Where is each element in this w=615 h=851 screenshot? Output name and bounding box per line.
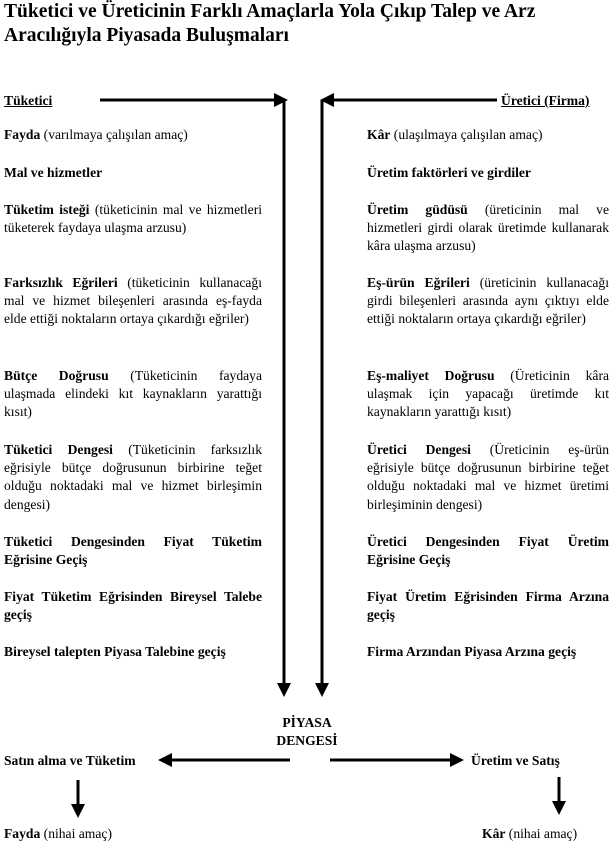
- consumer-vertical-arrowhead: [277, 683, 291, 697]
- consumer-item-desc: (tüketicinin mal ve hizmetleri tüketerek faydaya ulaşma arzusu): [4, 202, 262, 236]
- consumer-to-market-arrowhead-right: [274, 93, 288, 107]
- market-equilibrium-line2: DENGESİ: [276, 733, 338, 749]
- producer-vertical-arrowhead: [315, 683, 329, 697]
- consumer-goal-desc: (nihai amaç): [40, 826, 112, 841]
- consumer-header-label: Tüketici: [4, 93, 53, 108]
- consumer-item-term: Tüketici Dengesi: [4, 442, 113, 457]
- producer-item-desc: (Üreticinin eş-ürün eğrisiyle bütçe doğrusunun birbirine teğet olduğu noktadaki mal ve hizmet üretimi birleşiminin dengesi): [367, 442, 609, 512]
- consumer-item-term: Mal ve hizmetler: [4, 165, 103, 180]
- producer-item-desc: (ulaşılmaya çalışılan amaç): [390, 127, 543, 142]
- producer-item-term: Üretici Dengesi: [367, 442, 471, 457]
- producer-item-desc: (üreticinin kullanacağı girdi bileşenleri arasında aynı çıktıyı elde ettiği noktaların ortaya çıkardığı eğriler): [367, 275, 609, 327]
- producer-item-term: Eş-maliyet Doğrusu: [367, 368, 495, 383]
- producer-action: Üretim ve Satış: [471, 753, 560, 768]
- consumer-goal-term: Fayda: [4, 826, 41, 841]
- consumer-item-desc: (Tüketicinin faydaya ulaşmada elindeki kıt kaynakların yarattığı kısıt): [4, 368, 262, 420]
- market-to-producer-arrowhead: [450, 753, 464, 767]
- producer-goal-term: Kâr: [482, 826, 506, 841]
- producer-item-term: Üretici Dengesinden Fiyat Üretim Eğrisine Geçiş: [367, 534, 609, 568]
- producer-item-term: Eş-ürün Eğrileri: [367, 275, 470, 290]
- producer-item-desc: (üreticinin mal ve hizmetleri girdi olarak üretimde kullanarak kâra ulaşma arzusu): [367, 202, 609, 254]
- producer-goal-arrowhead: [552, 801, 566, 815]
- consumer-item-desc: (Tüketicinin farksızlık eğrisiyle bütçe doğrusunun birbirine teğet olduğu noktadaki mal ve hizmet birleşimin dengesi): [4, 442, 262, 512]
- consumer-item-term: Bireysel talepten Piyasa Talebine geçiş: [4, 644, 226, 659]
- producer-item-term: Kâr: [367, 127, 391, 142]
- diagram-title: Tüketici ve Üreticinin Farklı Amaçlarla Yola Çıkıp Talep ve Arz Aracılığıyla Piyasada Buluşmaları: [4, 1, 536, 46]
- consumer-goal-arrowhead: [71, 804, 85, 818]
- consumer-item-term: Bütçe Doğrusu: [4, 368, 109, 383]
- consumer-item-desc: (tüketicinin kullanacağı mal ve hizmet bileşenleri arasında eş-fayda elde ettiği noktaların ortaya çıkardığı eğriler): [4, 275, 262, 327]
- consumer-item-term: Fiyat Tüketim Eğrisinden Bireysel Talebe geçiş: [4, 589, 262, 623]
- consumer-action: Satın alma ve Tüketim: [4, 753, 136, 768]
- consumer-item-term: Tüketici Dengesinden Fiyat Tüketim Eğrisine Geçiş: [4, 534, 262, 568]
- producer-item-term: Fiyat Üretim Eğrisinden Firma Arzına geçiş: [367, 589, 609, 623]
- producer-header-label: Üretici (Firma): [501, 93, 590, 108]
- consumer-item-term: Fayda: [4, 127, 41, 142]
- producer-item-term: Firma Arzından Piyasa Arzına geçiş: [367, 644, 577, 659]
- consumer-item-desc: (varılmaya çalışılan amaç): [40, 127, 188, 142]
- producer-item-term: Üretim faktörleri ve girdiler: [367, 165, 531, 180]
- producer-goal-desc: (nihai amaç): [505, 826, 578, 841]
- producer-item-term: Üretim güdüsü: [367, 202, 468, 217]
- market-to-consumer-arrowhead: [158, 753, 172, 767]
- consumer-item-term: Tüketim isteği: [4, 202, 90, 217]
- producer-item-desc: (Üreticinin kâra ulaşmak için yapacağı üretimde kıt kaynakların yarattığı kısıt): [367, 368, 610, 420]
- consumer-item-term: Farksızlık Eğrileri: [4, 275, 118, 290]
- market-equilibrium-line1: PİYASA: [282, 715, 332, 730]
